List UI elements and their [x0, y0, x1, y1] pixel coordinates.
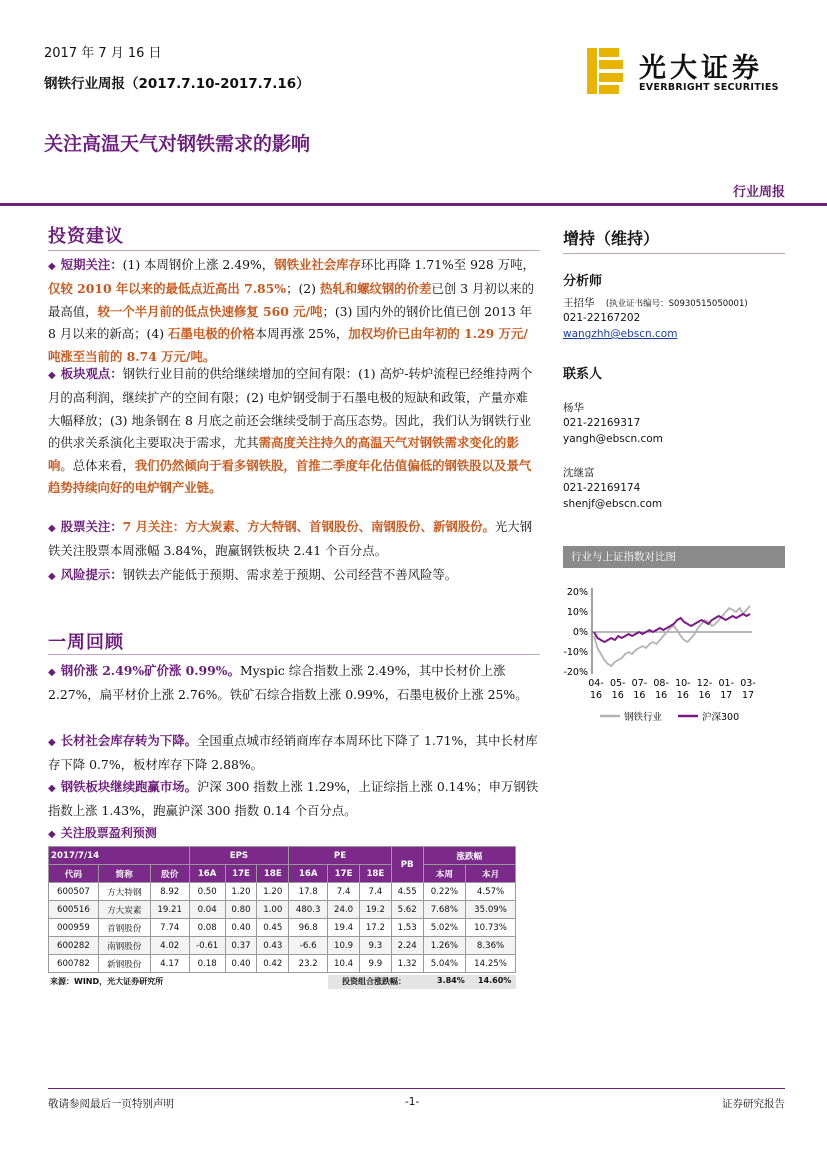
review-item-prices [48, 660, 540, 707]
portfolio-row [328, 975, 516, 989]
table-cell: 8.36% [466, 937, 516, 955]
earnings-forecast-table [48, 846, 516, 973]
table-col-pe-18e: 18E [359, 865, 391, 883]
x-tick-label: 17 [741, 690, 755, 701]
table-cell: 0.40 [225, 955, 257, 973]
review-text: 全国重点城市经销商库存本周环比下降了 1.71%，其中长材库存下降 0.7%，板材库存下降 2.88%。 [48, 733, 538, 773]
analyst-email[interactable]: wangzhh@ebscn.com [563, 328, 678, 340]
table-cell: 4.57% [466, 883, 516, 901]
table-col-eps-18e: 18E [257, 865, 289, 883]
table-col-pe-17e: 17E [328, 865, 360, 883]
table-cell: 480.3 [289, 901, 328, 919]
x-tick-label: 05- [609, 678, 626, 689]
highlight-text: 7 月关注：方大炭素、方大特钢、首钢股份、南钢股份、新钢股份。 [122, 519, 495, 534]
table-col-week: 本周 [423, 865, 466, 883]
contact-2-phone: 021-22169174 [563, 482, 641, 494]
table-cell: 35.09% [466, 901, 516, 919]
table-row [49, 919, 516, 937]
table-cell: 2.24 [391, 937, 423, 955]
highlight-text: 需高度关注持久的高温天气对钢铁需求变化的影响 [48, 435, 519, 473]
table-cell: 1.26% [423, 937, 466, 955]
table-cell: 7.74 [150, 919, 189, 937]
body-text: ；(2) [286, 281, 320, 297]
table-cell: 19.4 [328, 919, 360, 937]
table-col-price: 股价 [150, 865, 189, 883]
x-tick-label: 10- [675, 678, 691, 689]
table-cell: 1.20 [257, 883, 289, 901]
report-type: 行业周报 [732, 185, 785, 200]
y-tick-label: 20% [566, 587, 588, 598]
table-row [49, 955, 516, 973]
table-cell: 4.55 [391, 883, 423, 901]
highlight-text: 石墨电极的价格 [168, 326, 255, 342]
table-cell: 方大特钢 [98, 883, 150, 901]
review-lead: 钢价涨 2.49%矿价涨 0.99%。 [60, 663, 240, 678]
everbright-logo-icon [585, 46, 629, 96]
table-cell: 1.20 [225, 883, 257, 901]
body-text: 本周再涨 25%， [254, 326, 349, 342]
y-tick-label: 10% [566, 607, 588, 618]
table-cell: 600782 [49, 955, 99, 973]
table-col-month: 本月 [466, 865, 516, 883]
x-tick-label: 07- [631, 678, 648, 689]
table-cell: 7.68% [423, 901, 466, 919]
brand-logo [585, 46, 785, 98]
brand-name-cn: 光大证券 [639, 53, 763, 84]
body-text: 。总体来看， [60, 457, 135, 473]
highlight-text: 仅较 2010 年以来的最低点近高出 7.85% [48, 281, 287, 297]
contact-2-email: shenjf@ebscn.com [563, 498, 663, 510]
table-cell: 8.92 [150, 883, 189, 901]
table-row [49, 883, 516, 901]
bullet-diamond-icon: ◆ [48, 261, 56, 272]
x-tick-label: 01- [718, 678, 735, 689]
review-heading: 一周回顾 [48, 632, 124, 653]
table-cell: 96.8 [289, 919, 328, 937]
body-text: 钢铁去产能低于预期、需求差于预期、公司经营不善风险等。 [122, 567, 458, 582]
table-cell: 10.73% [466, 919, 516, 937]
table-cell: -0.61 [189, 937, 225, 955]
table-row [49, 937, 516, 955]
table-heading: ◆ 关注股票盈利预测 [48, 826, 157, 840]
table-cell: 10.9 [328, 937, 360, 955]
table-cell: 0.43 [257, 937, 289, 955]
review-item-inventory [48, 730, 540, 777]
investment-item-risk [48, 564, 540, 588]
table-group-change: 涨跌幅 [423, 847, 515, 865]
report-title: 关注高温天气对钢铁需求的影响 [44, 133, 311, 155]
table-cell: 5.62 [391, 901, 423, 919]
investment-item-stocks [48, 516, 540, 563]
bullet-diamond-icon: ◆ [48, 737, 56, 748]
portfolio-week: 3.84% [437, 976, 465, 985]
bullet-diamond-icon: ◆ [48, 783, 56, 794]
footer-rule [48, 1088, 785, 1089]
highlight-text: 加权均价已由年初的 1.29 万元/吨涨至当前的 8.74 万元/吨。 [48, 326, 528, 364]
bullet-diamond-icon: ◆ [48, 571, 56, 582]
brand-name-en: EVERBRIGHT SECURITIES [639, 82, 779, 93]
x-tick-label: 16 [698, 690, 711, 701]
earnings-table-wrap [48, 846, 516, 991]
y-tick-label: -10% [563, 647, 588, 658]
x-tick-label: 16 [589, 690, 603, 701]
table-cell: 17.2 [359, 919, 391, 937]
investment-heading: 投资建议 [48, 226, 124, 247]
table-cell: 19.21 [150, 901, 189, 919]
highlight-text: 较一个半月前的低点快速修复 560 元/吨 [97, 303, 323, 319]
investment-item-short-term [48, 254, 540, 368]
legend-label: 钢铁行业 [624, 712, 663, 723]
table-cell: 0.42 [257, 955, 289, 973]
review-item-sector [48, 776, 540, 823]
table-cell: 0.18 [189, 955, 225, 973]
table-cell: 0.40 [225, 919, 257, 937]
body-text: 已创 3 月初以来的最高值， [48, 281, 534, 319]
item-label: 股票关注： [60, 519, 123, 534]
item-label: 短期关注： [60, 257, 123, 272]
table-cell: -6.6 [289, 937, 328, 955]
table-cell: 5.02% [423, 919, 466, 937]
table-cell: 23.2 [289, 955, 328, 973]
table-col-code: 代码 [49, 865, 99, 883]
footer-doc-type: 证券研究报告 [722, 1098, 785, 1110]
rating-rule [563, 253, 785, 254]
footer-disclaimer: 敬请参阅最后一页特别声明 [48, 1098, 174, 1110]
legend-label: 沪深300 [702, 712, 740, 723]
y-tick-label: -20% [563, 667, 588, 678]
table-cell: 4.17 [150, 955, 189, 973]
table-cell: 14.25% [466, 955, 516, 973]
table-cell: 1.53 [391, 919, 423, 937]
table-col-pb: PB [391, 847, 423, 883]
y-tick-label: 0% [572, 627, 588, 638]
highlight-text: 我们仍然倾向于看多钢铁股，首推二季度年化估值偏低的钢铁股以及景气趋势持续向好的电炉钢产业链。 [48, 457, 532, 496]
body-text: 环比再降 1.71%至 928 万吨， [360, 257, 535, 272]
table-cell: 7.4 [359, 883, 391, 901]
table-cell: 600516 [49, 901, 99, 919]
portfolio-month: 14.60% [478, 976, 512, 985]
table-cell: 1.32 [391, 955, 423, 973]
bullet-diamond-icon: ◆ [48, 370, 56, 381]
analyst-cert: (执业证书编号：S0930515050001) [605, 299, 748, 309]
table-cell: 000959 [49, 919, 99, 937]
x-tick-label: 16 [611, 690, 624, 701]
portfolio-label: 投资组合涨跌幅： [342, 977, 406, 986]
review-text: 沪深 300 指数上涨 1.29%，上证综指上涨 0.14%；申万钢铁指数上涨 1.43%，跑赢沪深 300 指数 0.14 个百分点。 [48, 779, 539, 819]
table-cell: 南钢股份 [98, 937, 150, 955]
review-lead: 长材社会库存转为下降。 [60, 733, 197, 748]
x-tick-label: 08- [653, 678, 669, 689]
report-date: 2017 年 7 月 16 日 [44, 46, 162, 61]
table-cell: 17.8 [289, 883, 328, 901]
header-rule [0, 203, 827, 206]
bullet-diamond-icon: ◆ [48, 523, 56, 534]
table-cell: 7.4 [328, 883, 360, 901]
table-cell: 600282 [49, 937, 99, 955]
review-lead: 钢铁板块继续跑赢市场。 [60, 779, 197, 794]
table-row [49, 901, 516, 919]
table-cell: 0.04 [189, 901, 225, 919]
highlight-text: 钢铁业社会库存 [274, 257, 361, 272]
body-text: 钢铁行业目前的供给继续增加的空间有限：(1) 高炉-转炉流程已经维持两个月的高利润，继续扩产的空间有限；(2) 电炉钢受制于石墨电极的短缺和政策，产量亦难大幅释放；(3) 地条钢在 8 月底之前还会继续受制于高压态势。因此，我们认为钢铁行业的供求关系演化主要取决于需求，尤其 [48, 366, 533, 451]
analyst-name [563, 295, 748, 310]
analyst-phone: 021-22167202 [563, 312, 641, 324]
x-tick-label: 04- [588, 678, 604, 689]
table-cell: 0.45 [257, 919, 289, 937]
x-tick-label: 16 [676, 690, 689, 701]
table-cell: 19.2 [359, 901, 391, 919]
review-text: Myspic 综合指数上涨 2.49%，其中长材价上涨 2.27%，扁平材价上涨 2.76%。铁矿石综合指数上涨 0.99%，石墨电极价上涨 25%。 [48, 663, 528, 703]
table-cell: 0.80 [225, 901, 257, 919]
chart-heading: 行业与上证指数对比图 [563, 546, 785, 568]
table-cell: 5.04% [423, 955, 466, 973]
item-label: 板块观点： [60, 366, 123, 381]
rating: 增持（维持） [563, 229, 660, 248]
sector-vs-index-chart [556, 580, 778, 730]
table-cell: 新钢股份 [98, 955, 150, 973]
table-group-pe: PE [289, 847, 392, 865]
table-group-eps: EPS [189, 847, 288, 865]
contact-heading: 联系人 [563, 367, 603, 382]
table-cell: 1.00 [257, 901, 289, 919]
table-col-eps-16a: 16A [189, 865, 225, 883]
table-cell: 0.37 [225, 937, 257, 955]
table-cell: 600507 [49, 883, 99, 901]
table-col-eps-17e: 17E [225, 865, 257, 883]
x-tick-label: 17 [720, 690, 733, 701]
report-series: 钢铁行业周报（2017.7.10-2017.7.16） [44, 76, 310, 92]
table-cell: 方大炭素 [98, 901, 150, 919]
body-text: (1) 本周钢价上涨 2.49%， [122, 257, 275, 272]
x-tick-label: 16 [633, 690, 646, 701]
footer-page-number: -1- [405, 1096, 420, 1108]
table-cell: 24.0 [328, 901, 360, 919]
bullet-diamond-icon: ◆ [48, 667, 56, 678]
x-tick-label: 16 [655, 690, 668, 701]
table-col-name: 简称 [98, 865, 150, 883]
contact-1-phone: 021-22169317 [563, 417, 641, 429]
table-source: 来源：WIND，光大证券研究所 [50, 977, 164, 986]
item-label: 风险提示： [60, 567, 123, 582]
body-text: ；(3) 国内外的钢价比值已创 2013 年 8 月以来的新高；(4) [48, 303, 533, 342]
table-cell: 首钢股份 [98, 919, 150, 937]
table-cell: 0.50 [189, 883, 225, 901]
table-cell: 4.02 [150, 937, 189, 955]
table-cell: 0.22% [423, 883, 466, 901]
investment-item-sector-view [48, 363, 540, 499]
highlight-text: 热轧和螺纹钢的价差 [319, 281, 432, 297]
x-tick-label: 03- [740, 678, 756, 689]
table-cell: 0.08 [189, 919, 225, 937]
contact-2-name: 沈继富 [563, 467, 595, 479]
review-rule [48, 654, 540, 655]
table-cell: 9.3 [359, 937, 391, 955]
investment-rule [48, 250, 540, 251]
contact-1-email: yangh@ebscn.com [563, 433, 663, 445]
body-text: 光大钢铁关注股票本周涨幅 3.84%，跑赢钢铁板块 2.41 个百分点。 [48, 519, 533, 559]
x-tick-label: 12- [696, 678, 713, 689]
table-cell: 9.9 [359, 955, 391, 973]
analyst-heading: 分析师 [563, 274, 603, 289]
table-col-pe-16a: 16A [289, 865, 328, 883]
table-date: 2017/7/14 [49, 847, 190, 865]
table-cell: 10.4 [328, 955, 360, 973]
bullet-diamond-icon: ◆ [48, 829, 56, 840]
contact-1-name: 杨华 [563, 402, 584, 414]
analyst-name-text: 王招华 [563, 297, 595, 309]
